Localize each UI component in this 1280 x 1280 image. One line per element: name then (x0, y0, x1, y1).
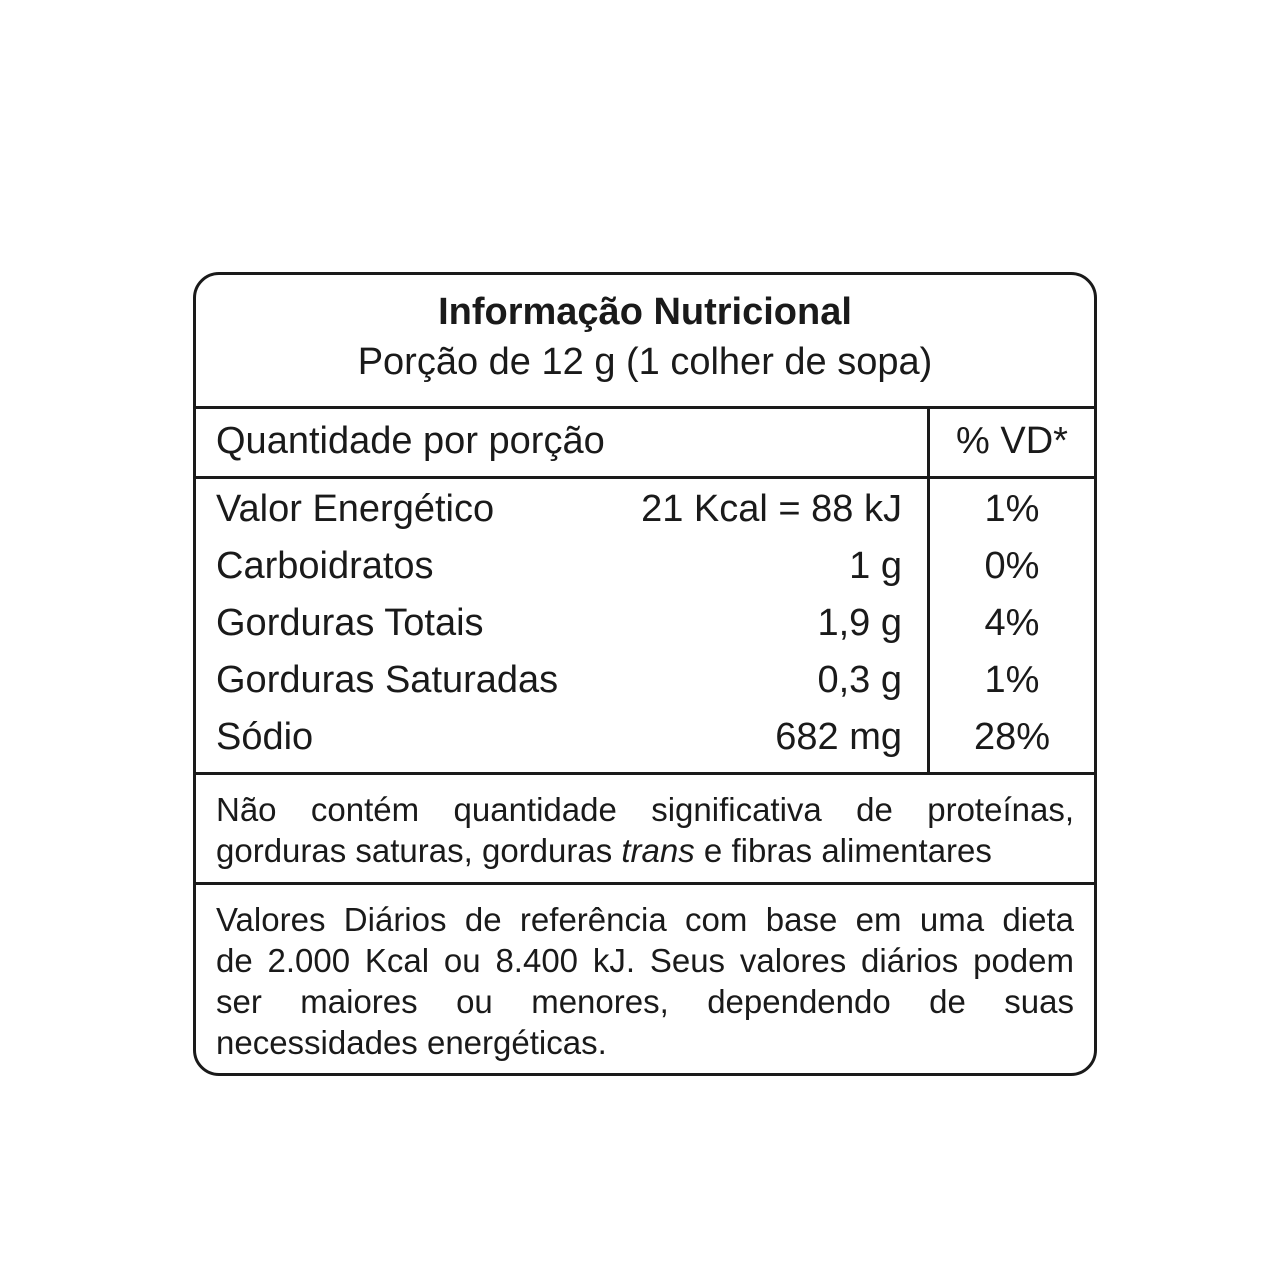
nutrient-amount: 1,9 g (817, 602, 902, 644)
nutrient-name: Gorduras Totais (216, 602, 484, 644)
footnote-text (216, 899, 1074, 1063)
nutrient-amount: 682 mg (775, 716, 902, 758)
notice-text (216, 789, 1074, 871)
portion-size: Porção de 12 g (1 colher de sopa) (357, 341, 933, 383)
nutrient-name: Gorduras Saturadas (216, 659, 559, 701)
nutrient-name: Valor Energético (216, 488, 495, 530)
nutrient-row-total-fat (196, 595, 1094, 652)
nutrient-amount: 0,3 g (817, 659, 902, 701)
nutrient-row-energy (196, 481, 1094, 538)
footnote-line-3: ser maiores ou menores, dependendo de suas (216, 983, 1074, 1020)
nutrient-row-sodium (196, 709, 1094, 766)
nutrient-row-carbohydrates (196, 538, 1094, 595)
table-title: Informação Nutricional (438, 291, 852, 333)
nutrient-row-saturated-fat (196, 652, 1094, 709)
footnote-line-2: de 2.000 Kcal ou 8.400 kJ. Seus valores diários podem (216, 942, 1074, 979)
notice-line-1: Não contém quantidade significativa de proteínas, (216, 791, 1074, 828)
footnote-line-4: necessidades energéticas. (216, 1024, 607, 1061)
notice-line-2-start: gorduras saturas, gorduras (216, 832, 622, 869)
insignificant-nutrients-notice (196, 772, 1094, 885)
nutrient-daily-value: 0% (984, 545, 1040, 587)
quantity-header: Quantidade por porção (216, 420, 605, 462)
notice-line-2 (216, 830, 1074, 871)
nutrient-name: Carboidratos (216, 545, 434, 587)
nutrient-name: Sódio (216, 716, 314, 758)
nutrient-daily-value: 1% (984, 488, 1040, 530)
nutrient-amount: 1 g (849, 545, 902, 587)
daily-value-header: % VD* (956, 420, 1068, 462)
nutrient-daily-value: 1% (984, 659, 1040, 701)
footnote-line-1: Valores Diários de referência com base em uma dieta (216, 901, 1074, 938)
title-block (196, 275, 1094, 409)
notice-trans-italic: trans (621, 832, 695, 869)
daily-values-footnote (196, 885, 1094, 1073)
notice-line-2-end: e fibras alimentares (694, 832, 992, 869)
nutrient-amount: 21 Kcal = 88 kJ (641, 488, 902, 530)
nutrition-facts-table (193, 272, 1097, 1076)
nutrient-daily-value: 4% (984, 602, 1040, 644)
nutrient-daily-value: 28% (973, 716, 1051, 758)
column-header-row (196, 406, 1094, 479)
